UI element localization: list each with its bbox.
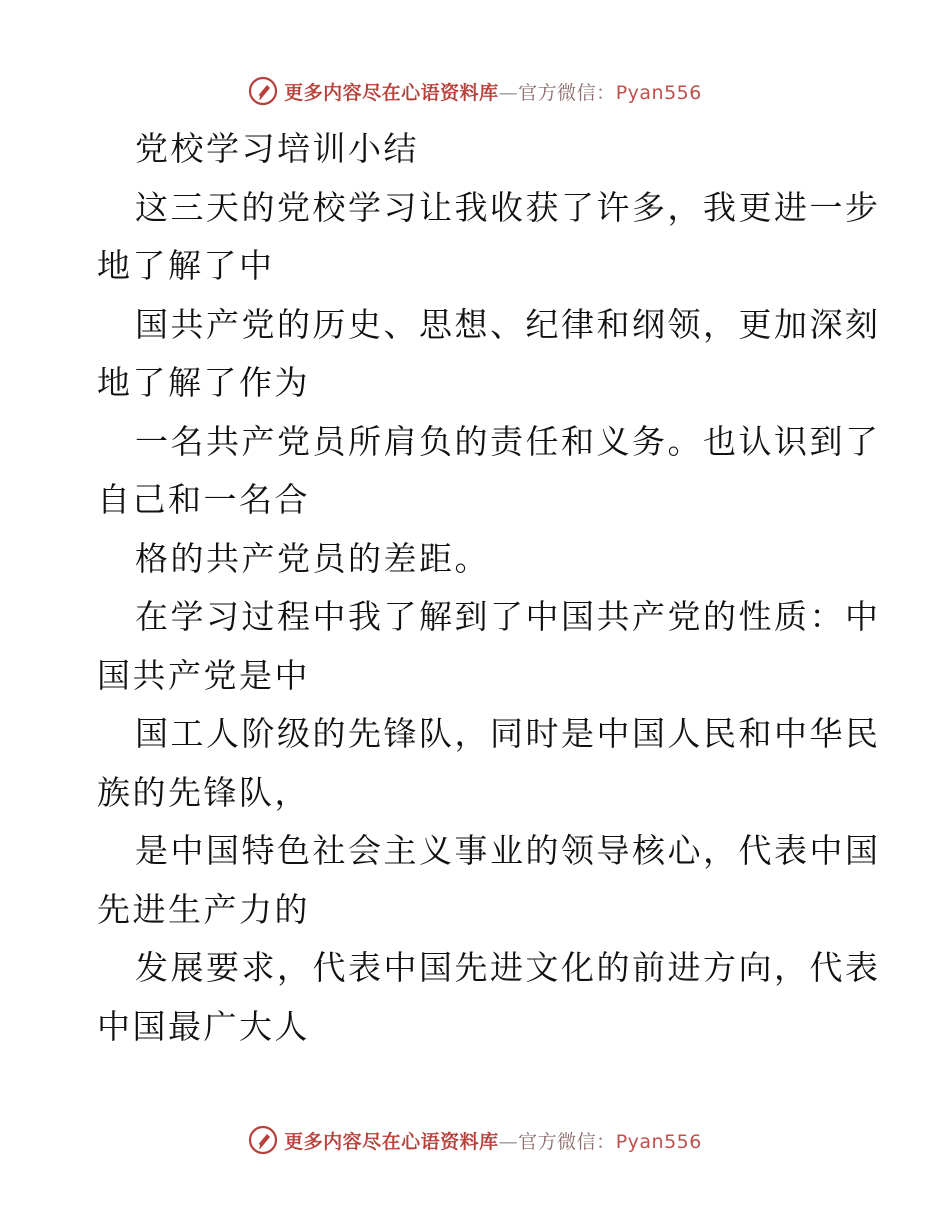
banner-wechat-label: 官方微信：	[518, 1130, 616, 1153]
text-line: 国工人阶级的先锋队，同时是中国人民和中华民	[135, 714, 881, 753]
text-line: 中国最广大人	[97, 1006, 310, 1046]
text-line: 国共产党的历史、思想、纪律和纲领，更加深刻	[135, 304, 881, 344]
banner-main-text: 更多内容尽在心语资料库	[284, 1130, 499, 1153]
text-line: 一名共产党员所肩负的责任和义务。也认识到了	[135, 421, 881, 461]
text-line: 地了解了中	[97, 246, 275, 285]
banner-wechat-id: Pyan556	[615, 81, 702, 104]
text-line: 先进生产力的	[97, 889, 310, 929]
document-body	[97, 120, 881, 1056]
banner-wechat-label: 官方微信：	[518, 81, 616, 104]
banner-text	[284, 1127, 702, 1154]
text-line: 这三天的党校学习让我收获了许多，我更进一步	[135, 187, 881, 227]
header-banner	[0, 71, 950, 111]
footer-banner	[0, 1120, 950, 1160]
text-line: 发展要求，代表中国先进文化的前进方向，代表	[135, 948, 881, 987]
text-line: 格的共产党员的差距。	[135, 538, 490, 578]
banner-wechat-id: Pyan556	[615, 1130, 702, 1153]
text-line: 地了解了作为	[97, 363, 310, 402]
pen-nib-logo-icon	[248, 1125, 278, 1155]
text-line: 族的先锋队，	[97, 772, 310, 812]
text-line: 是中国特色社会主义事业的领导核心，代表中国	[135, 831, 881, 870]
document-title: 党校学习培训小结	[135, 129, 419, 168]
banner-dash: —	[498, 81, 519, 104]
text-line: 国共产党是中	[97, 655, 310, 695]
text-line: 在学习过程中我了解到了中国共产党的性质：中	[135, 597, 881, 636]
banner-dash: —	[498, 1130, 519, 1153]
banner-main-text: 更多内容尽在心语资料库	[284, 81, 499, 104]
pen-nib-logo-icon	[248, 76, 278, 106]
text-line: 自己和一名合	[97, 480, 310, 519]
banner-text	[284, 78, 702, 105]
